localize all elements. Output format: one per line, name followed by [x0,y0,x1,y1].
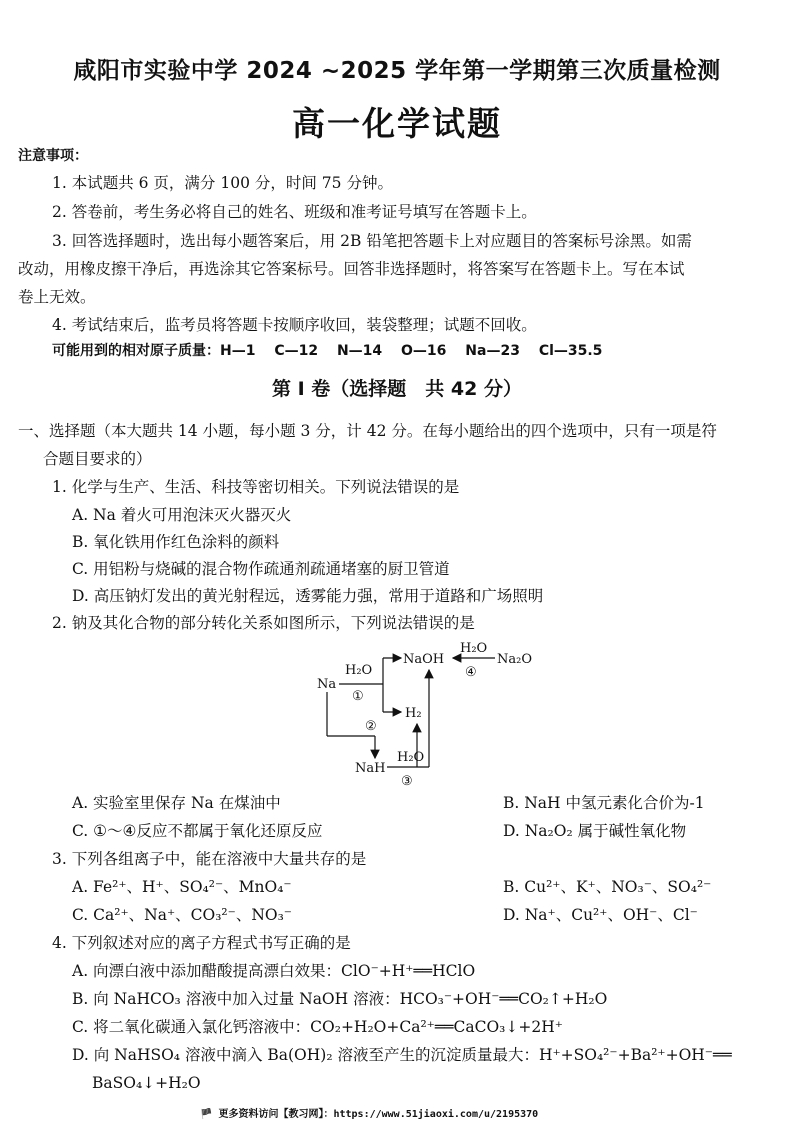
notice-item-4: 4. 考试结束后，监考员将答题卡按顺序收回，装袋整理；试题不回收。 [52,316,537,334]
q4-option-b: B. 向 NaHCO₃ 溶液中加入过量 NaOH 溶液：HCO₃⁻+OH⁻══CO₂↑+H₂O [72,990,608,1008]
diagram-h2o-1: H₂O [345,663,373,678]
q4-option-d-cont: BaSO₄↓+H₂O [92,1074,201,1092]
section-intro-cont: 合题目要求的） [43,450,152,468]
notice-item-3-end: 卷上无效。 [18,288,96,306]
q3-option-b: B. Cu²⁺、K⁺、NO₃⁻、SO₄²⁻ [503,878,712,896]
exam-title: 咸阳市实验中学 2024 ~2025 学年第一学期第三次质量检测 [73,58,721,84]
diagram-circle-4: ④ [465,665,477,680]
sodium-conversion-diagram [315,640,555,790]
q1-stem: 1. 化学与生产、生活、科技等密切相关。下列说法错误的是 [52,478,460,496]
q3-stem: 3. 下列各组离子中，能在溶液中大量共存的是 [52,850,367,868]
q2-option-c: C. ①～④反应不都属于氧化还原反应 [72,822,323,840]
diagram-circle-3: ③ [401,774,413,789]
q2-option-a: A. 实验室里保存 Na 在煤油中 [72,794,281,812]
q1-option-d: D. 高压钠灯发出的黄光射程远，透雾能力强，常用于道路和广场照明 [72,587,544,605]
section-intro: 一、选择题（本大题共 14 小题，每小题 3 分，计 42 分。在每小题给出的四个选项中，只有一项是符 [18,422,717,440]
diagram-na2o: Na₂O [497,652,532,667]
diagram-na: Na [317,677,337,692]
diagram-circle-2: ② [365,719,377,734]
diagram-h2o-3: H₂O [397,750,425,765]
q1-option-b: B. 氧化铁用作红色涂料的颜料 [72,533,280,551]
section-title: 第 Ⅰ 卷（选择题 共 42 分） [272,378,522,400]
subject-title: 高一化学试题 [292,104,502,143]
q3-option-a: A. Fe²⁺、H⁺、SO₄²⁻、MnO₄⁻ [72,878,292,896]
notice-heading: 注意事项： [18,148,88,164]
q3-option-d: D. Na⁺、Cu²⁺、OH⁻、Cl⁻ [503,906,698,924]
q4-stem: 4. 下列叙述对应的离子方程式书写正确的是 [52,934,351,952]
notice-item-3-cont: 改动，用橡皮擦干净后，再选涂其它答案标号。回答非选择题时，将答案写在答题卡上。写在本试 [18,260,685,278]
notice-item-1: 1. 本试题共 6 页，满分 100 分，时间 75 分钟。 [52,174,393,192]
q1-option-c: C. 用铝粉与烧碱的混合物作疏通剂疏通堵塞的厨卫管道 [72,560,450,578]
q2-option-b: B. NaH 中氢元素化合价为-1 [503,794,705,812]
q4-option-d: D. 向 NaHSO₄ 溶液中滴入 Ba(OH)₂ 溶液至产生的沉淀质量最大：H⁺+SO₄²⁻+Ba²⁺+OH⁻══ [72,1046,732,1064]
diagram-circle-1: ① [352,689,364,704]
diagram-h2o-4: H₂O [460,641,488,656]
q2-option-d: D. Na₂O₂ 属于碱性氧化物 [503,822,687,840]
footer-link[interactable]: 🏴 更多资料访问【教习网】：https://www.51jiaoxi.com/u/2195370 [200,1109,539,1120]
q4-option-c: C. 将二氧化碳通入氯化钙溶液中：CO₂+H₂O+Ca²⁺══CaCO₃↓+2H⁺ [72,1018,563,1036]
notice-item-3: 3. 回答选择题时，选出每小题答案后，用 2B 铅笔把答题卡上对应题目的答案标号涂黑。如需 [52,232,692,250]
diagram-naoh: NaOH [403,652,445,667]
diagram-nah: NaH [355,761,386,776]
q2-stem: 2. 钠及其化合物的部分转化关系如图所示，下列说法错误的是 [52,614,475,632]
atomic-mass: 可能用到的相对原子质量：H—1 C—12 N—14 O—16 Na—23 Cl—35.5 [52,343,603,359]
q1-option-a: A. Na 着火可用泡沫灭火器灭火 [72,506,292,524]
q4-option-a: A. 向漂白液中添加醋酸提高漂白效果：ClO⁻+H⁺══HClO [72,962,476,980]
notice-item-2: 2. 答卷前，考生务必将自己的姓名、班级和准考证号填写在答题卡上。 [52,203,537,221]
diagram-h2: H₂ [405,706,422,721]
q3-option-c: C. Ca²⁺、Na⁺、CO₃²⁻、NO₃⁻ [72,906,292,924]
